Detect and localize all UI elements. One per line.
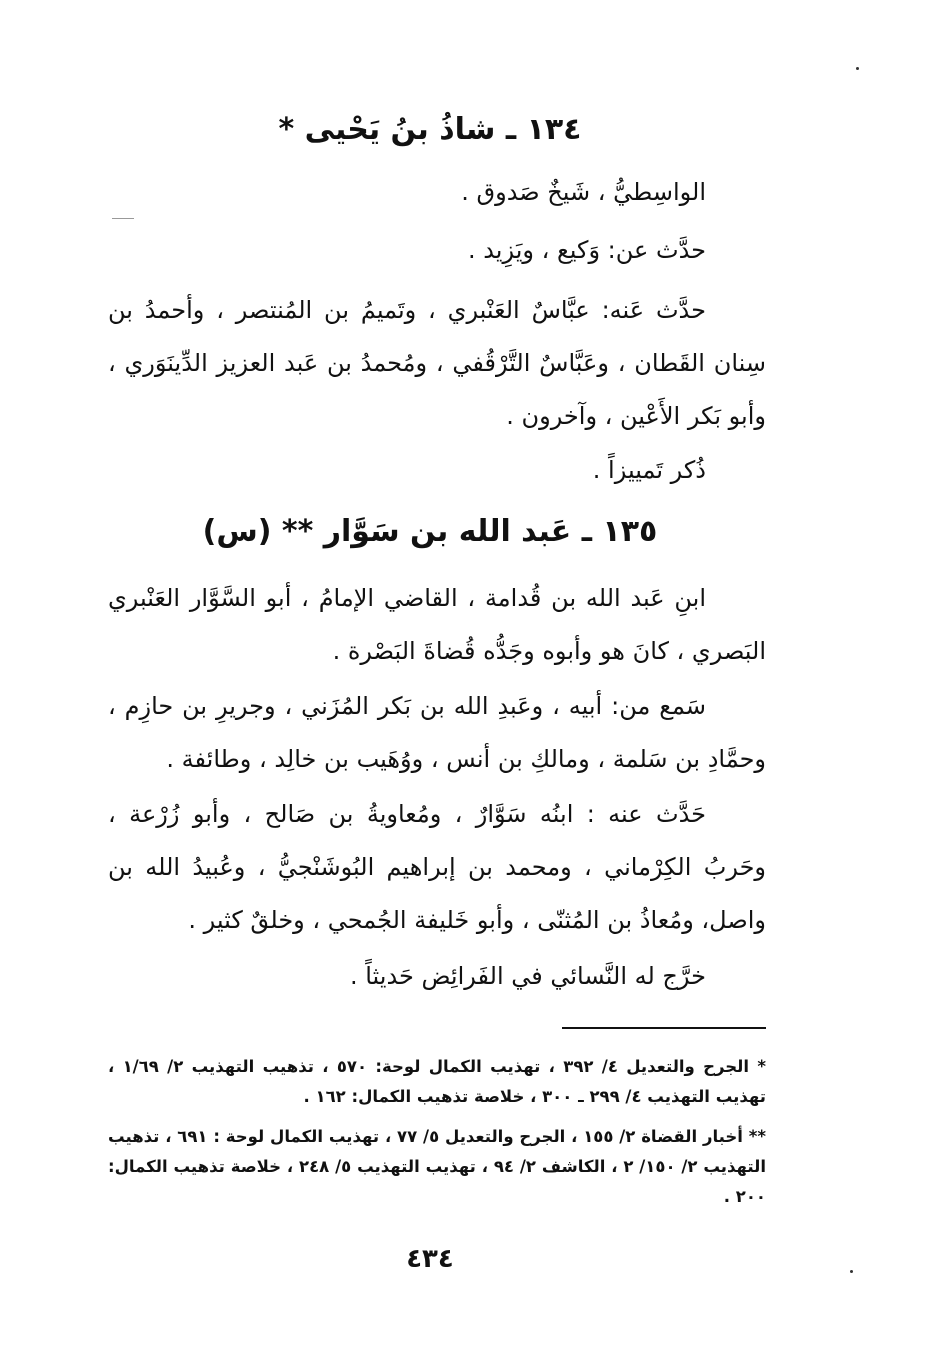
entry-135-note: خرَّج له النَّسائي في الفَرائِض حَديثاً . (349, 962, 706, 990)
entry-134-note: ذُكر تَمييزاً . (592, 456, 706, 484)
entry-135-lineage: ابنِ عَبد الله بن قُدامة ، القاضي الإمامُ ، أبو السَّوَّار العَنْبري البَصري ، كانَ هو وأبوه وجَدُّه قُضاةَ البَصْرة . (108, 584, 766, 665)
entry-135-title: ١٣٥ ـ عَبد الله بن سَوَّار ** (س) (202, 514, 658, 549)
page-speck (850, 1270, 853, 1273)
entry-134-description: الواسِطيُّ ، شَيخٌ صَدوق . (461, 178, 706, 206)
footnote-1: * الجرح والتعديل ٤/ ٣٩٢ ، تهذيب الكمال لوحة: ٥٧٠ ، تذهيب التهذيب ٢/ ١/٦٩ ، تهذيب التهذيب ٤/ ٢٩٩ ـ ٣٠٠ ، خلاصة تذهيب الكمال: ١٦٢ . (108, 1057, 766, 1106)
entry-134-title: ١٣٤ ـ شاذُ بنُ يَحْيى * (278, 112, 582, 147)
footnote-2: ** أخبار القضاة ٢/ ١٥٥ ، الجرح والتعديل ٥/ ٧٧ ، تهذيب الكمال لوحة : ٦٩١ ، تذهيب التهذيب ٢/ ١٥٠/ ٢ ، الكاشف ٢/ ٩٤ ، تهذيب التهذيب ٥/ ٢٤٨ ، خلاصة تذهيب الكمال: ٢٠٠ . (108, 1127, 767, 1206)
footnote-separator (562, 1027, 766, 1029)
entry-135-heard-from: سَمع من: أبيه ، وعَبدِ الله بن بَكر المُزَني ، وجريرِ بن حازِم ، وحمَّادِ بن سَلمة ، ومالكِ بن أنس ، ووُهَيب بن خالِد ، وطائفة . (108, 692, 766, 773)
entry-134-narrators: حدَّث عَنه: عبَّاسٌ العَنْبري ، وتَميمُ بن المُنتصر ، وأحمدُ بن سِنان القَطان ، وعَبَّاسٌ التَّرْقُفي ، ومُحمدُ بن عَبد العزيز الدِّينَوَري ، وأبو بَكر الأَعْين ، وآخرون . (108, 296, 766, 430)
page-speck (856, 67, 859, 70)
page-number: ٤٣٤ (406, 1244, 454, 1274)
entry-134-narrated-from: حدَّث عن: وَكيع ، ويَزِيد . (467, 236, 706, 264)
entry-135-narrators: حَدَّث عنه : ابنُه سَوَّارٌ ، ومُعاويةُ بن صَالح ، وأبو زُرْعة ، وحَربُ الكِرْماني ، ومحمد بن إبراهيم البُوشَنْجيُّ ، وعُبيدُ الله بن واصل، ومُعاذُ بن المُثنّى ، وأبو خَليفة الجُمحي ، وخلقٌ كثير . (108, 800, 766, 934)
